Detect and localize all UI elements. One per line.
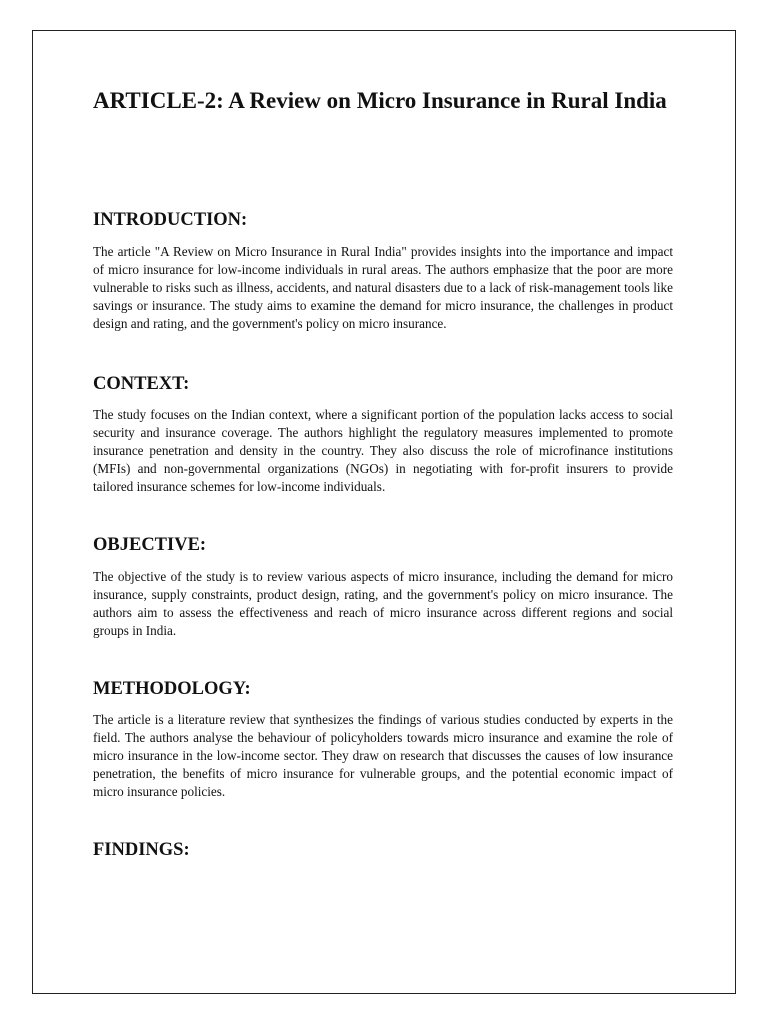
document-title: ARTICLE-2: A Review on Micro Insurance in Rural India xyxy=(93,88,667,113)
section-heading-objective: OBJECTIVE: xyxy=(93,535,207,555)
document-content xyxy=(93,86,673,861)
section-body-introduction: The article "A Review on Micro Insurance in Rural India" provides insights into the importance and impact of micro insurance for low-income individuals in rural areas. The authors emphasize that the poor are more vulnerable to risks such as illness, accidents, and natural disasters due to a lack of risk-management tools like savings or insurance. The study aims to examine the demand for micro insurance, the challenges in product design and rating, and the government's policy on micro insurance. xyxy=(93,244,673,331)
section-body-objective: The objective of the study is to review various aspects of micro insurance, including the demand for micro insurance, supply constraints, product design, rating, and the government's policy on micro insurance. The authors aim to assess the effectiveness and reach of micro insurance across different regions and social groups in India. xyxy=(93,569,673,638)
section-body-context: The study focuses on the Indian context, where a significant portion of the population lacks access to social security and insurance coverage. The authors highlight the regulatory measures implemented to promote insurance penetration and density in the country. They also discuss the role of microfinance institutions (MFIs) and non-governmental organizations (NGOs) in negotiating with for-profit insurers to provide tailored insurance schemes for low-income individuals. xyxy=(93,407,673,494)
section-heading-introduction: INTRODUCTION: xyxy=(93,210,248,230)
section-body-methodology: The article is a literature review that synthesizes the findings of various studies conducted by experts in the field. The authors analyse the behaviour of policyholders towards micro insurance and examine the role of micro insurance in the low-income sector. They draw on research that discusses the causes of low insurance penetration, the benefits of micro insurance for vulnerable groups, and the potential economic impact of micro insurance policies. xyxy=(93,712,673,799)
section-heading-findings: FINDINGS: xyxy=(93,840,190,860)
section-heading-context: CONTEXT: xyxy=(93,374,190,394)
section-heading-methodology: METHODOLOGY: xyxy=(93,679,251,699)
